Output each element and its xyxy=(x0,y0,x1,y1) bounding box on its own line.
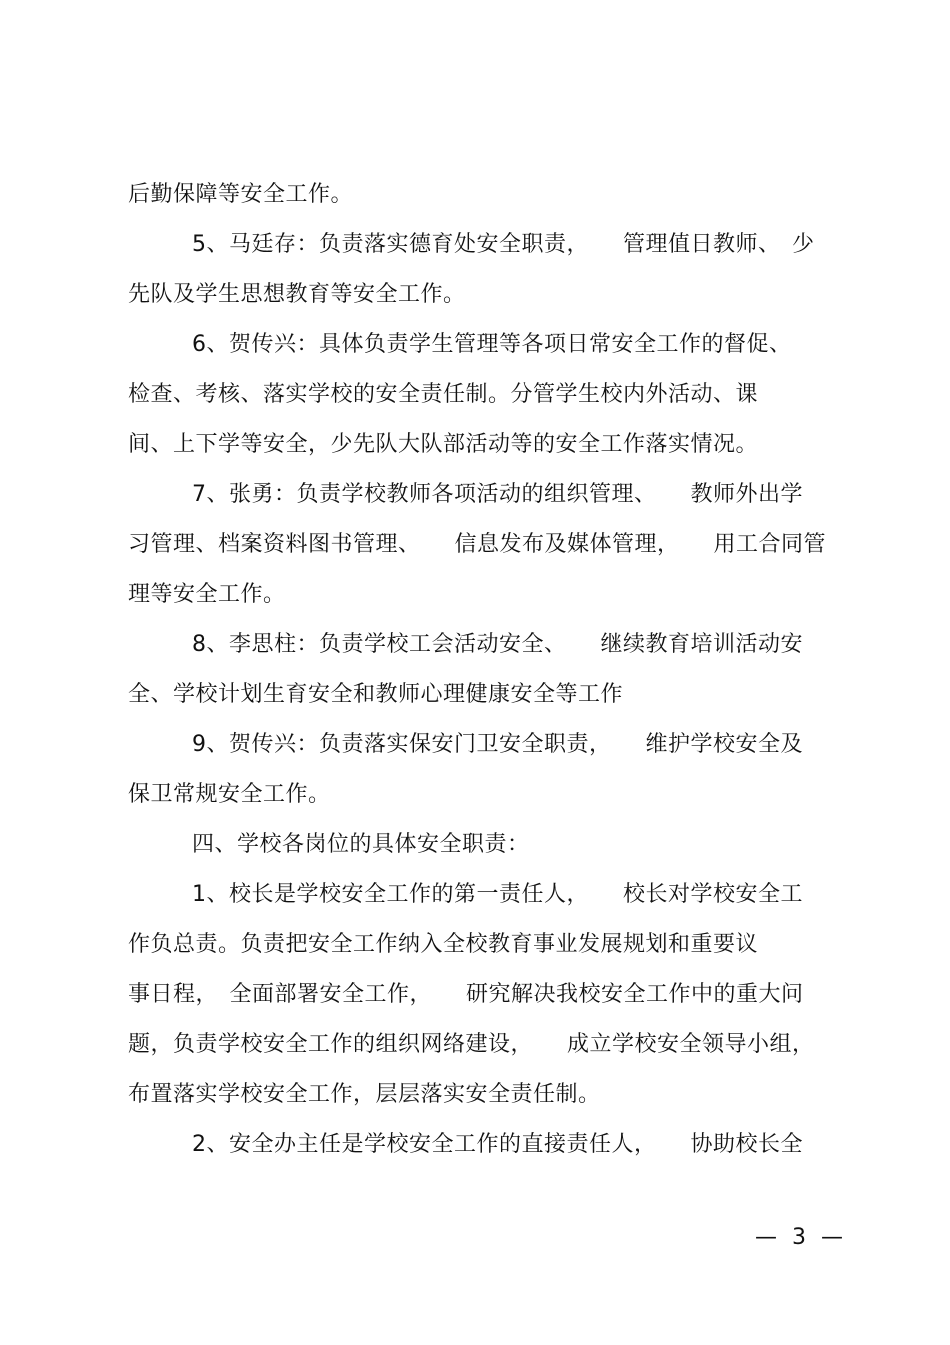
text-line: 先队及学生思想教育等安全工作。 xyxy=(128,282,466,307)
text-line: 6、贺传兴：具体负责学生管理等各项日常安全工作的督促、 xyxy=(192,332,792,357)
text-line: 习管理、档案资料图书管理、 信息发布及媒体管理， 用工合同管 xyxy=(128,532,827,557)
text-line: 8、李思柱：负责学校工会活动安全、 继续教育培训活动安 xyxy=(192,632,803,657)
page-number: — 3 — xyxy=(755,1225,847,1250)
text-line: 间、上下学等安全，少先队大队部活动等的安全工作落实情况。 xyxy=(128,432,759,457)
text-line: 布置落实学校安全工作，层层落实安全责任制。 xyxy=(128,1082,601,1107)
text-line: 7、张勇：负责学校教师各项活动的组织管理、 教师外出学 xyxy=(192,482,803,507)
text-line: 后勤保障等安全工作。 xyxy=(128,182,354,207)
text-line: 检查、考核、落实学校的安全责任制。分管学生校内外活动、课 xyxy=(128,382,759,407)
text-line: 2、安全办主任是学校安全工作的直接责任人， 协助校长全 xyxy=(192,1132,803,1157)
text-line: 题，负责学校安全工作的组织网络建设， 成立学校安全领导小组， xyxy=(128,1032,815,1057)
section-heading: 四、学校各岗位的具体安全职责： xyxy=(192,832,530,857)
text-line: 事日程， 全面部署安全工作， 研究解决我校安全工作中的重大问 xyxy=(128,982,804,1007)
text-line: 1、校长是学校安全工作的第一责任人， 校长对学校安全工 xyxy=(192,882,803,907)
text-line: 5、马廷存：负责落实德育处安全职责， 管理值日教师、 少 xyxy=(192,232,815,257)
text-line: 作负总责。负责把安全工作纳入全校教育事业发展规划和重要议 xyxy=(128,932,759,957)
text-line: 保卫常规安全工作。 xyxy=(128,782,331,807)
text-line: 理等安全工作。 xyxy=(128,582,286,607)
text-line: 全、学校计划生育安全和教师心理健康安全等工作 xyxy=(128,682,624,707)
text-line: 9、贺传兴：负责落实保安门卫安全职责， 维护学校安全及 xyxy=(192,732,803,757)
